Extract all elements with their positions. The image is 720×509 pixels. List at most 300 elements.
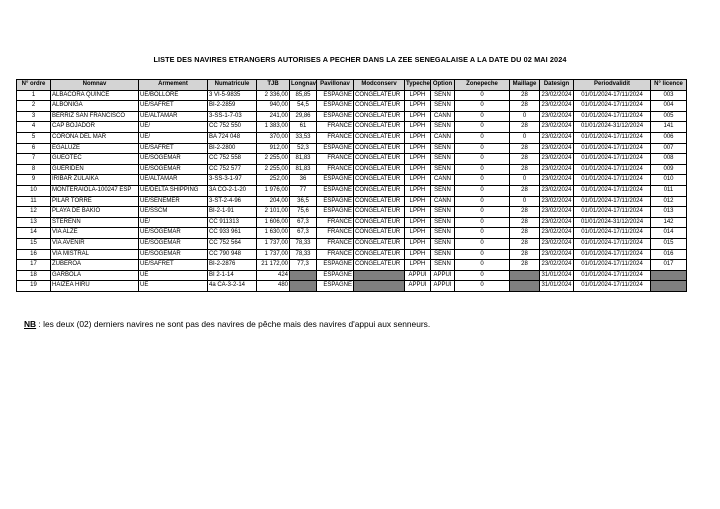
cell-registration: BI-2-2876 [208,260,257,271]
cell-mesh-size: 28 [510,143,540,154]
table-row [17,101,687,112]
cell-vessel-name: ALBONIGA [51,101,139,112]
column-header-fishing-zone: Zonepeche [455,80,510,91]
cell-registration: CC 790 948 [208,249,257,260]
cell-vessel-name: GUERIDEN [51,164,139,175]
cell-registration: 4a CA-3-2-14 [208,281,257,292]
cell-option: SENN [431,90,455,101]
cell-tonnage: 1 737,00 [257,249,290,260]
cell-tonnage: 2 336,00 [257,90,290,101]
column-header-option: Option [431,80,455,91]
cell-vessel-name: IRIBAR ZULAIKA [51,175,139,186]
cell-length [290,281,317,292]
cell-licence-number: 007 [651,143,687,154]
cell-registration: CC 752 558 [208,154,257,165]
cell-licence-number: 016 [651,249,687,260]
cell-owner: UE/SSCM [139,207,208,218]
cell-flag: FRANCE [317,154,354,165]
cell-fishing-type: LPPH [405,196,431,207]
cell-vessel-name: BERRIZ SAN FRANCISCO [51,111,139,122]
cell-option: CANN [431,132,455,143]
cell-conservation: CONGELATEUR [354,260,405,271]
cell-length: 36,5 [290,196,317,207]
footnote-text: : les deux (02) derniers navires ne sont pas des navires de pêche mais des navires d'appui aux senneurs. [36,319,431,329]
cell-validity-period: 01/01/2024-17/11/2024 [574,90,651,101]
cell-owner: UE/SOGEMAR [139,164,208,175]
cell-fishing-zone: 0 [455,90,510,101]
table-row [17,228,687,239]
cell-vessel-name: VIA MISTRAL [51,249,139,260]
cell-licence-number: 003 [651,90,687,101]
table-row [17,281,687,292]
cell-option: SENN [431,101,455,112]
column-header-owner: Armement [139,80,208,91]
cell-length: 85,85 [290,90,317,101]
cell-registration: BI-2-1-91 [208,207,257,218]
cell-registration: 3-ST-2-4-96 [208,196,257,207]
column-header-mesh-size: Maillage [510,80,540,91]
table-row [17,185,687,196]
cell-fishing-zone: 0 [455,122,510,133]
cell-registration: BI-2-2800 [208,143,257,154]
column-header-length: Longnav [290,80,317,91]
cell-length: 54,5 [290,101,317,112]
cell-conservation: CONGELATEUR [354,122,405,133]
cell-licence-number [651,270,687,281]
cell-owner: UE/SOGEMAR [139,154,208,165]
cell-tonnage: 241,00 [257,111,290,122]
cell-length [290,270,317,281]
cell-order-number: 14 [17,228,51,239]
cell-vessel-name: CORONA DEL MAR [51,132,139,143]
cell-signature-date: 23/02/2024 [540,164,574,175]
cell-fishing-zone: 0 [455,132,510,143]
footnote-label: NB [24,319,37,329]
cell-tonnage: 424 [257,270,290,281]
cell-owner: UE/SOGEMAR [139,228,208,239]
cell-length: 77,3 [290,260,317,271]
cell-conservation: CONGELATEUR [354,143,405,154]
cell-conservation: CONGELATEUR [354,249,405,260]
table-row [17,164,687,175]
cell-validity-period: 01/01/2024-31/12/2024 [574,217,651,228]
cell-tonnage: 204,00 [257,196,290,207]
cell-fishing-zone: 0 [455,164,510,175]
cell-fishing-type: APPUI [405,281,431,292]
cell-tonnage: 912,00 [257,143,290,154]
cell-conservation: CONGELATEUR [354,101,405,112]
cell-tonnage: 1 606,00 [257,217,290,228]
cell-registration: CC 752 550 [208,122,257,133]
cell-signature-date: 31/01/2024 [540,281,574,292]
cell-flag: FRANCE [317,228,354,239]
cell-length: 78,33 [290,238,317,249]
table-row [17,154,687,165]
cell-flag: FRANCE [317,238,354,249]
cell-signature-date: 23/02/2024 [540,238,574,249]
cell-flag: FRANCE [317,164,354,175]
cell-order-number: 1 [17,90,51,101]
cell-flag: ESPAGNE [317,111,354,122]
cell-tonnage: 370,00 [257,132,290,143]
cell-fishing-zone: 0 [455,281,510,292]
cell-owner: UE/SENEMER [139,196,208,207]
cell-licence-number: 141 [651,122,687,133]
cell-signature-date: 23/02/2024 [540,249,574,260]
column-header-flag: Pavillonav [317,80,354,91]
cell-length: 61 [290,122,317,133]
cell-fishing-type: LPPH [405,90,431,101]
table-row [17,260,687,271]
cell-tonnage: 1 976,00 [257,185,290,196]
cell-registration: BA 724 048 [208,132,257,143]
cell-tonnage: 252,00 [257,175,290,186]
cell-flag: ESPAGNE [317,207,354,218]
cell-order-number: 10 [17,185,51,196]
table-row [17,143,687,154]
cell-owner: UE [139,270,208,281]
cell-validity-period: 01/01/2024-31/12/2024 [574,122,651,133]
cell-owner: UE/ [139,132,208,143]
cell-signature-date: 23/02/2024 [540,260,574,271]
cell-fishing-type: APPUI [405,270,431,281]
page-title: LISTE DES NAVIRES ETRANGERS AUTORISES A PECHER DANS LA ZEE SENEGALAISE A LA DATE DU 02 MAI 2024 [153,55,567,64]
cell-length: 78,33 [290,249,317,260]
cell-owner: UE/BOLLORE [139,90,208,101]
cell-length: 81,83 [290,154,317,165]
cell-option: CANN [431,175,455,186]
cell-registration: BI 2-1-14 [208,270,257,281]
cell-order-number: 11 [17,196,51,207]
cell-vessel-name: PILAR TORRE [51,196,139,207]
cell-validity-period: 01/01/2024-17/11/2024 [574,101,651,112]
cell-vessel-name: MONTERAIOLA-100247 ESP [51,185,139,196]
cell-licence-number: 017 [651,260,687,271]
cell-validity-period: 01/01/2024-17/11/2024 [574,143,651,154]
cell-licence-number: 008 [651,154,687,165]
cell-validity-period: 01/01/2024-17/11/2024 [574,175,651,186]
cell-fishing-zone: 0 [455,185,510,196]
cell-registration: 3 VI-5-9835 [208,90,257,101]
cell-validity-period: 01/01/2024-17/11/2024 [574,249,651,260]
cell-signature-date: 23/02/2024 [540,90,574,101]
cell-option: SENN [431,238,455,249]
cell-mesh-size: 0 [510,175,540,186]
cell-owner: UE/ALTAMAR [139,175,208,186]
table-row [17,90,687,101]
cell-vessel-name: HAIZEA HIRU [51,281,139,292]
cell-registration: 3-SS-1-7-03 [208,111,257,122]
cell-conservation: CONGELATEUR [354,217,405,228]
cell-owner: UE/ [139,217,208,228]
cell-tonnage: 940,00 [257,101,290,112]
cell-option: SENN [431,260,455,271]
cell-signature-date: 23/02/2024 [540,122,574,133]
cell-fishing-zone: 0 [455,101,510,112]
cell-fishing-zone: 0 [455,238,510,249]
cell-tonnage: 21 172,00 [257,260,290,271]
cell-validity-period: 01/01/2024-17/11/2024 [574,207,651,218]
cell-fishing-zone: 0 [455,270,510,281]
cell-mesh-size: 28 [510,249,540,260]
cell-signature-date: 23/02/2024 [540,185,574,196]
cell-validity-period: 01/01/2024-17/11/2024 [574,132,651,143]
cell-length: 77 [290,185,317,196]
cell-order-number: 18 [17,270,51,281]
cell-conservation: CONGELATEUR [354,228,405,239]
cell-length: 75,6 [290,207,317,218]
cell-mesh-size: 28 [510,90,540,101]
cell-registration: CC 752 564 [208,238,257,249]
column-header-order-number: N° ordre [17,80,51,91]
cell-flag: ESPAGNE [317,260,354,271]
cell-flag: ESPAGNE [317,281,354,292]
cell-order-number: 16 [17,249,51,260]
cell-signature-date: 23/02/2024 [540,132,574,143]
cell-fishing-type: LPPH [405,207,431,218]
cell-length: 29,86 [290,111,317,122]
column-header-conservation: Modconserv [354,80,405,91]
cell-validity-period: 01/01/2024-17/11/2024 [574,196,651,207]
cell-mesh-size: 28 [510,164,540,175]
cell-flag: ESPAGNE [317,90,354,101]
table-row [17,196,687,207]
column-header-validity-period: Periodvalidit [574,80,651,91]
cell-vessel-name: ALBACORA QUINCE [51,90,139,101]
cell-signature-date: 23/02/2024 [540,196,574,207]
cell-licence-number: 006 [651,132,687,143]
cell-signature-date: 23/02/2024 [540,101,574,112]
cell-option: SENN [431,164,455,175]
cell-fishing-zone: 0 [455,207,510,218]
cell-licence-number: 014 [651,228,687,239]
cell-mesh-size: 28 [510,238,540,249]
cell-order-number: 4 [17,122,51,133]
cell-conservation [354,281,405,292]
cell-fishing-zone: 0 [455,217,510,228]
cell-order-number: 13 [17,217,51,228]
cell-order-number: 5 [17,132,51,143]
cell-mesh-size [510,270,540,281]
cell-signature-date: 23/02/2024 [540,154,574,165]
cell-licence-number: 013 [651,207,687,218]
cell-mesh-size: 28 [510,185,540,196]
cell-vessel-name: STERENN [51,217,139,228]
cell-registration: CC 911313 [208,217,257,228]
cell-mesh-size: 28 [510,217,540,228]
table-row [17,122,687,133]
cell-vessel-name: PLAYA DE BAKIO [51,207,139,218]
cell-tonnage: 2 255,00 [257,164,290,175]
cell-owner: UE/SOGEMAR [139,238,208,249]
cell-option: APPUI [431,270,455,281]
cell-flag: ESPAGNE [317,270,354,281]
cell-fishing-type: LPPH [405,154,431,165]
cell-validity-period: 01/01/2024-17/11/2024 [574,260,651,271]
cell-registration: 3A CO-2-1-20 [208,185,257,196]
cell-flag: FRANCE [317,249,354,260]
cell-vessel-name: VIA ALZE [51,228,139,239]
cell-vessel-name: VIA AVENIR [51,238,139,249]
cell-registration: CC 752 577 [208,164,257,175]
cell-option: SENN [431,143,455,154]
table-row [17,111,687,122]
cell-order-number: 7 [17,154,51,165]
cell-conservation: CONGELATEUR [354,175,405,186]
cell-flag: ESPAGNE [317,175,354,186]
cell-order-number: 2 [17,101,51,112]
cell-fishing-zone: 0 [455,228,510,239]
table-body [17,90,687,291]
cell-order-number: 19 [17,281,51,292]
cell-fishing-zone: 0 [455,196,510,207]
cell-validity-period: 01/01/2024-17/11/2024 [574,185,651,196]
cell-signature-date: 23/02/2024 [540,217,574,228]
cell-registration: CC 933 961 [208,228,257,239]
cell-fishing-zone: 0 [455,260,510,271]
cell-mesh-size: 28 [510,154,540,165]
cell-licence-number: 009 [651,164,687,175]
cell-conservation: CONGELATEUR [354,207,405,218]
cell-mesh-size: 28 [510,122,540,133]
cell-validity-period: 01/01/2024-17/11/2024 [574,281,651,292]
cell-validity-period: 01/01/2024-17/11/2024 [574,270,651,281]
cell-licence-number: 011 [651,185,687,196]
cell-order-number: 15 [17,238,51,249]
cell-tonnage: 1 737,00 [257,238,290,249]
cell-signature-date: 31/01/2024 [540,270,574,281]
cell-length: 52,3 [290,143,317,154]
cell-owner: UE/SOGEMAR [139,249,208,260]
cell-validity-period: 01/01/2024-17/11/2024 [574,164,651,175]
cell-tonnage: 1 630,00 [257,228,290,239]
column-header-tonnage: TJB [257,80,290,91]
cell-owner: UE/SAFRET [139,101,208,112]
cell-option: SENN [431,185,455,196]
cell-mesh-size: 28 [510,228,540,239]
cell-length: 67,3 [290,228,317,239]
cell-owner: UE/ [139,122,208,133]
cell-vessel-name: CAP BOJADOR [51,122,139,133]
cell-fishing-type: LPPH [405,164,431,175]
cell-fishing-zone: 0 [455,249,510,260]
cell-owner: UE [139,281,208,292]
cell-conservation: CONGELATEUR [354,90,405,101]
cell-owner: UE/SAFRET [139,260,208,271]
cell-owner: UE/DELTA SHIPPING [139,185,208,196]
cell-validity-period: 01/01/2024-17/11/2024 [574,111,651,122]
cell-fishing-zone: 0 [455,154,510,165]
cell-licence-number: 012 [651,196,687,207]
cell-tonnage: 1 383,00 [257,122,290,133]
cell-option: CANN [431,111,455,122]
cell-option: SENN [431,154,455,165]
cell-registration: BI-2-2859 [208,101,257,112]
cell-order-number: 3 [17,111,51,122]
cell-conservation: CONGELATEUR [354,185,405,196]
cell-conservation: CONGELATEUR [354,154,405,165]
cell-validity-period: 01/01/2024-17/11/2024 [574,154,651,165]
cell-conservation: CONGELATEUR [354,164,405,175]
cell-fishing-type: LPPH [405,260,431,271]
cell-length: 36 [290,175,317,186]
cell-signature-date: 23/02/2024 [540,143,574,154]
cell-fishing-type: LPPH [405,143,431,154]
cell-flag: ESPAGNE [317,196,354,207]
cell-signature-date: 23/02/2024 [540,111,574,122]
cell-fishing-type: LPPH [405,249,431,260]
cell-fishing-type: LPPH [405,111,431,122]
cell-owner: UE/ALTAMAR [139,111,208,122]
cell-licence-number: 004 [651,101,687,112]
cell-option: SENN [431,228,455,239]
cell-tonnage: 2 255,00 [257,154,290,165]
cell-vessel-name: ZUBEROA [51,260,139,271]
cell-option: SENN [431,122,455,133]
cell-order-number: 8 [17,164,51,175]
cell-flag: ESPAGNE [317,185,354,196]
cell-licence-number [651,281,687,292]
cell-mesh-size: 0 [510,132,540,143]
vessels-table [16,79,687,292]
cell-flag: FRANCE [317,122,354,133]
cell-order-number: 17 [17,260,51,271]
cell-vessel-name: EGALUZE [51,143,139,154]
cell-licence-number: 015 [651,238,687,249]
cell-fishing-type: LPPH [405,175,431,186]
table-row [17,132,687,143]
table-row [17,217,687,228]
cell-mesh-size: 28 [510,101,540,112]
cell-vessel-name: GARBOLA [51,270,139,281]
cell-conservation: CONGELATEUR [354,132,405,143]
cell-order-number: 12 [17,207,51,218]
cell-option: CANN [431,196,455,207]
cell-licence-number: 005 [651,111,687,122]
cell-order-number: 9 [17,175,51,186]
cell-mesh-size: 0 [510,111,540,122]
footnote [24,319,430,329]
cell-conservation: CONGELATEUR [354,111,405,122]
cell-signature-date: 23/02/2024 [540,175,574,186]
column-header-vessel-name: Nomnav [51,80,139,91]
table-row [17,238,687,249]
cell-option: SENN [431,207,455,218]
table-header-row [17,80,687,91]
column-header-licence-number: N° licence [651,80,687,91]
cell-length: 33,53 [290,132,317,143]
cell-fishing-type: LPPH [405,122,431,133]
cell-mesh-size: 0 [510,196,540,207]
cell-validity-period: 01/01/2024-17/11/2024 [574,238,651,249]
cell-conservation [354,270,405,281]
cell-signature-date: 23/02/2024 [540,207,574,218]
column-header-signature-date: Datesign [540,80,574,91]
cell-option: SENN [431,217,455,228]
cell-option: APPUI [431,281,455,292]
cell-fishing-zone: 0 [455,111,510,122]
cell-flag: FRANCE [317,217,354,228]
table-row [17,270,687,281]
cell-length: 67,3 [290,217,317,228]
cell-mesh-size: 28 [510,207,540,218]
cell-conservation: CONGELATEUR [354,196,405,207]
cell-fishing-type: LPPH [405,132,431,143]
cell-length: 81,83 [290,164,317,175]
column-header-fishing-type: Typeche [405,80,431,91]
table-row [17,207,687,218]
cell-validity-period: 01/01/2024-17/11/2024 [574,228,651,239]
